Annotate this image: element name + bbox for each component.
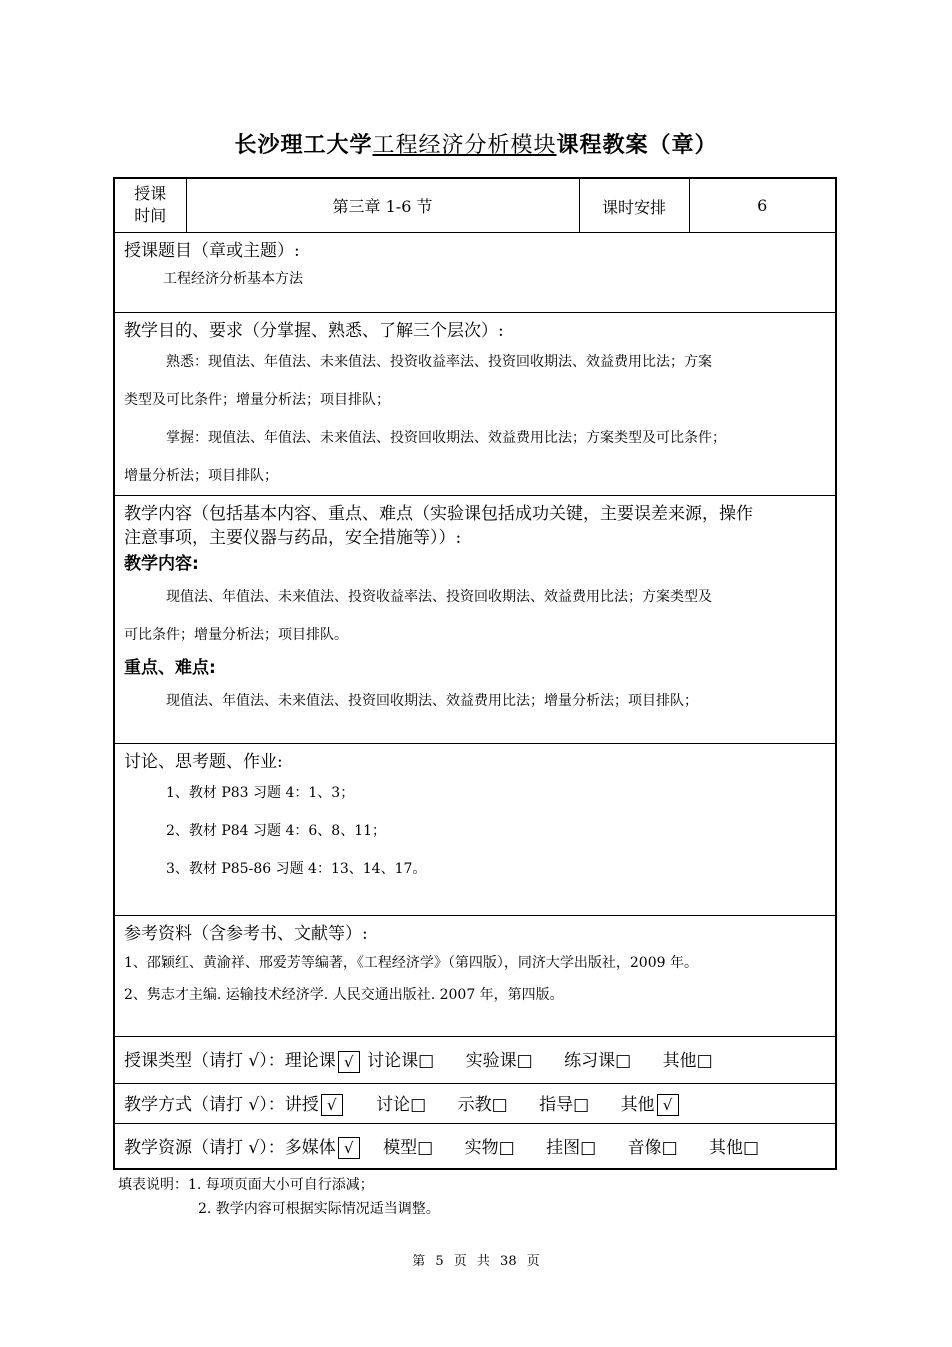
topic-row	[114, 232, 836, 312]
content-line-2: 可比条件；增量分析法；项目排队。	[124, 626, 348, 643]
discussion-label: 讨论、思考题、作业:	[124, 751, 283, 772]
reference-item: 1、邵颖红、黄渝祥、邢爱芳等编著，《工程经济学》（第四版），同济大学出版社，2009 年。	[124, 954, 698, 971]
class-type-checkbox[interactable]: □	[696, 1051, 713, 1072]
topic-value: 工程经济分析基本方法	[163, 270, 303, 287]
method-option: 指导	[539, 1094, 574, 1115]
discussion-item: 2、教材 P84 习题 4：6、8、11；	[166, 822, 387, 839]
key-heading: 重点、难点:	[124, 657, 216, 678]
note-line-2: 2. 教学内容可根据实际情况适当调整。	[198, 1201, 440, 1217]
resource-option: 音像	[627, 1137, 662, 1158]
resource-checkbox[interactable]: □	[498, 1137, 515, 1158]
reference-item: 2、隽志才主编. 运输技术经济学. 人民交通出版社. 2007 年，第四版。	[124, 986, 564, 1003]
key-line-1: 现值法、年值法、未来值法、投资回收期法、效益费用比法；增量分析法；项目排队；	[166, 692, 698, 709]
method-option: 讨论	[376, 1094, 411, 1115]
method-option: 其他	[620, 1094, 655, 1115]
class-type-cell	[114, 1036, 836, 1083]
title-course: 工程经济分析模块	[372, 133, 557, 158]
familiar-line-2: 类型及可比条件；增量分析法；项目排队；	[124, 391, 390, 408]
objectives-cell	[114, 312, 836, 495]
class-type-checkbox[interactable]: □	[516, 1051, 533, 1072]
page-number: 第 5 页 共 38 页	[412, 1254, 540, 1269]
resource-cell	[114, 1123, 836, 1169]
class-type-checkbox[interactable]: □	[418, 1051, 435, 1072]
resource-checkbox[interactable]: √	[338, 1137, 360, 1159]
discussion-item: 1、教材 P83 习题 4：1、3；	[166, 784, 355, 801]
class-type-checkbox[interactable]: □	[615, 1051, 632, 1072]
content-row	[114, 495, 836, 743]
title-suffix: 课程教案（章）	[556, 133, 718, 158]
content-cell	[114, 495, 836, 743]
references-label: 参考资料（含参考书、文献等）:	[124, 923, 368, 944]
form-notes	[118, 1173, 440, 1221]
discussion-item: 3、教材 P85-86 习题 4：13、14、17。	[166, 860, 427, 877]
content-line-1: 现值法、年值法、未来值法、投资收益率法、投资回收期法、效益费用比法；方案类型及	[166, 588, 712, 605]
resource-label: 教学资源（请打 √）：	[124, 1137, 285, 1158]
method-option: 讲授	[284, 1094, 319, 1115]
method-option: 示教	[457, 1094, 492, 1115]
resource-checkbox[interactable]: □	[417, 1137, 434, 1158]
resource-option: 其他	[709, 1137, 744, 1158]
page-title	[0, 128, 952, 159]
class-type-option: 实验课	[465, 1051, 517, 1072]
objectives-label: 教学目的、要求（分掌握、熟悉、了解三个层次）:	[124, 320, 504, 341]
method-checkbox[interactable]: √	[321, 1094, 343, 1116]
objectives-row	[114, 312, 836, 495]
time-label-cell: 授课 时间	[114, 178, 186, 232]
class-type-row	[114, 1036, 836, 1083]
resource-option: 多媒体	[284, 1137, 336, 1158]
resource-row	[114, 1123, 836, 1169]
master-line-1: 掌握：现值法、年值法、未来值法、投资回收期法、效益费用比法；方案类型及可比条件；	[166, 429, 726, 446]
resource-option: 模型	[383, 1137, 418, 1158]
method-row	[114, 1083, 836, 1123]
class-type-checkbox[interactable]: √	[338, 1051, 360, 1073]
title-prefix: 长沙理工大学	[234, 133, 373, 158]
references-row	[114, 915, 836, 1036]
content-heading: 教学内容:	[124, 553, 199, 574]
resource-option: 实物	[464, 1137, 499, 1158]
hours-value-cell: 6	[689, 178, 836, 232]
method-checkbox[interactable]: □	[491, 1094, 508, 1115]
method-checkbox[interactable]: □	[573, 1094, 590, 1115]
chapter-cell: 第三章 1-6 节	[186, 178, 579, 232]
topic-cell	[114, 232, 836, 312]
class-type-option: 其他	[662, 1051, 697, 1072]
method-cell	[114, 1083, 836, 1123]
discussion-row	[114, 743, 836, 915]
resource-checkbox[interactable]: □	[580, 1137, 597, 1158]
class-type-label: 授课类型（请打 √）：	[124, 1051, 285, 1072]
method-label: 教学方式（请打 √）：	[124, 1094, 285, 1115]
discussion-cell	[114, 743, 836, 915]
hours-label-cell: 课时安排	[579, 178, 689, 232]
header-row	[114, 178, 836, 232]
content-label-2: 注意事项，主要仪器与药品，安全措施等））:	[124, 527, 462, 548]
master-line-2: 增量分析法；项目排队；	[124, 467, 278, 484]
method-checkbox[interactable]: √	[657, 1094, 679, 1116]
resource-checkbox[interactable]: □	[661, 1137, 678, 1158]
lesson-plan-table	[113, 177, 837, 1170]
method-checkbox[interactable]: □	[410, 1094, 427, 1115]
note-line-1: 填表说明：1. 每项页面大小可自行添减；	[118, 1177, 374, 1193]
topic-label: 授课题目（章或主题）:	[124, 240, 300, 261]
resource-checkbox[interactable]: □	[743, 1137, 760, 1158]
class-type-option: 讨论课	[367, 1051, 419, 1072]
familiar-line-1: 熟悉：现值法、年值法、未来值法、投资收益率法、投资回收期法、效益费用比法；方案	[166, 353, 712, 370]
references-cell	[114, 915, 836, 1036]
resource-option: 挂图	[546, 1137, 581, 1158]
content-label-1: 教学内容（包括基本内容、重点、难点（实验课包括成功关键，主要误差来源，操作	[124, 503, 753, 524]
class-type-option: 练习课	[564, 1051, 616, 1072]
class-type-option: 理论课	[284, 1051, 336, 1072]
